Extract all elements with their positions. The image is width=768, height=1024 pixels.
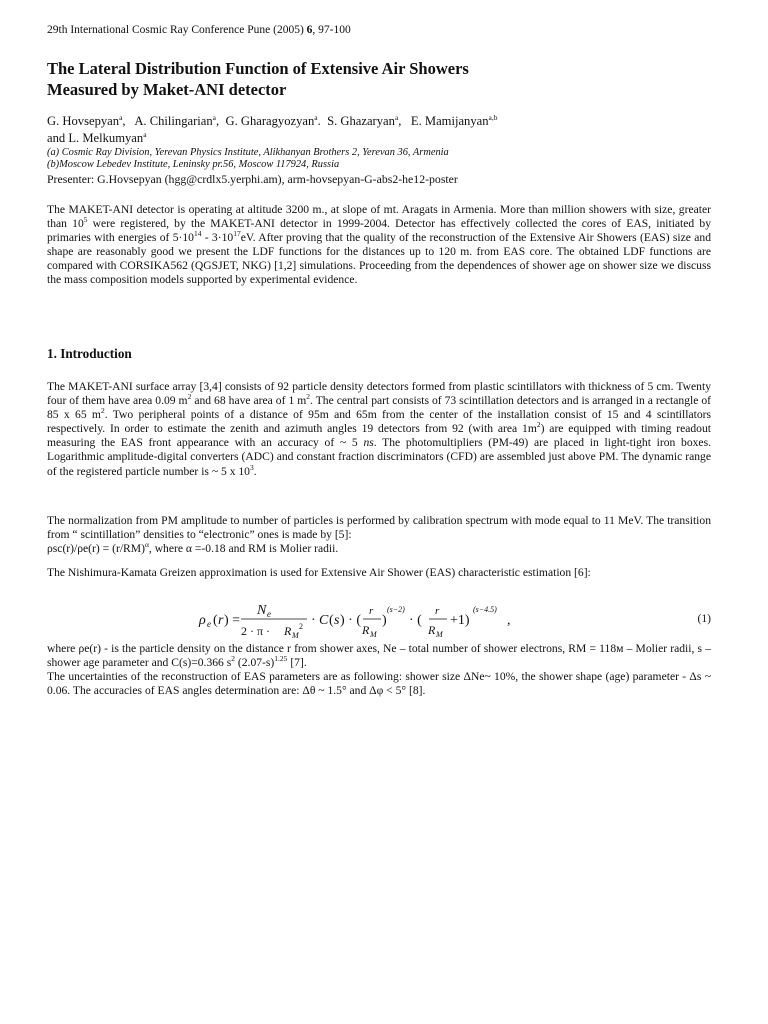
nkg-equation <box>47 598 711 640</box>
svg-text:ρ: ρ <box>199 613 206 628</box>
svg-text:e: e <box>207 619 211 629</box>
svg-text:R: R <box>284 624 292 638</box>
equation-graphic <box>195 598 615 640</box>
svg-text:R: R <box>362 623 370 637</box>
svg-text:r: r <box>369 605 374 617</box>
svg-text:2: 2 <box>299 622 303 631</box>
svg-text:M: M <box>292 631 299 640</box>
svg-text:): ) <box>382 613 387 628</box>
svg-text:(: ( <box>213 613 218 628</box>
section-heading-introduction: 1. Introduction <box>47 346 132 361</box>
equation-number: (1) <box>697 612 711 625</box>
normalization-paragraph: The normalization from PM amplitude to number of particles is performed by calibration spectrum with mode equal to 11 MeV. The transition from “ scintillation” densities to “electronic” ones is made by [5]: $\rho sc(r)/\rho e(r) = (r/RM)^\alpha$, where α =-0.18 and RM is Molier radii. <box>47 514 711 556</box>
conference-header: 29th International Cosmic Ray Conference Pune (2005) 6, 97-100 <box>47 24 351 36</box>
svg-text:· (: · ( <box>409 613 422 628</box>
nkg-paragraph: The Nishimura-Kamata Greizen approximation is used for Extensive Air Shower (EAS) characteristic estimation [6]: <box>47 566 591 579</box>
svg-text:e: e <box>267 609 271 619</box>
svg-text:·: · <box>311 613 316 628</box>
svg-text:2 · π ·: 2 · π · <box>241 624 271 638</box>
svg-text:M: M <box>436 630 443 639</box>
svg-text:s: s <box>334 613 340 628</box>
author-list: G. Hovsepyan$^a$, A. Chilingarian$^a$, G. Gharagyozyan$^a$. S. Ghazaryan$^a$, E. Mamijanyan$^{a,b}$ and L. Melkumyan$^a$ <box>47 112 498 145</box>
svg-text:r: r <box>218 613 224 628</box>
presenter-line: Presenter: G.Hovsepyan (hgg@crdlx5.yerphi.am), arm-hovsepyan-G-abs2-he12-poster <box>47 172 458 186</box>
svg-text:M: M <box>370 630 377 639</box>
svg-text:C: C <box>319 613 329 628</box>
svg-text:(: ( <box>329 613 334 628</box>
svg-text:(s−2): (s−2) <box>387 605 405 614</box>
affiliation-a: (a) Cosmic Ray Division, Yerevan Physics Institute, Alikhanyan Brothers 2, Yerevan 36, Armenia <box>47 147 449 158</box>
svg-text:) =: ) = <box>224 613 241 628</box>
svg-text:+1): +1) <box>450 613 470 628</box>
intro-paragraph: The MAKET-ANI surface array [3,4] consists of 92 particle density detectors formed from plastic scintillators with thickness of 5 cm. Twenty four of them have area 0.09 $m^2$ and 68 have area of 1 $m^2$. The central part consists of 73 scintillation detectors and is arranged in a rectangle of 85 x 65 $m^2$. Two peripheral points of a distance of 95m and 65m from the center of the installation consist of 15 and 4 scintillators respectively. In order to estimate the zenith and azimuth angles 19 detectors from 92 (with area $1m^2$) are equipped with timing readout measuring the EAS front appearance with an accuracy of ~ 5 ns. The photomultipliers (PM-49) are placed in light-tight iron boxes. Logarithmic amplitude-digital converters (ADC) and constant fraction discriminators (CFD) are assembled just above PM. The dynamic range of the registered particle number is ~ 5 x $10^3$. <box>47 380 712 478</box>
svg-text:(s−4.5): (s−4.5) <box>473 605 497 614</box>
svg-text:) · (: ) · ( <box>340 613 361 628</box>
abstract: The MAKET-ANI detector is operating at altitude 3200 m., at slope of mt. Aragats in Armenia. More than million showers with size, greater than $10^5$ were registered, by the MAKET-ANI detector in 1999-2004. Detector has effectively collected the cores of EAS, initiated by primaries with energies of $5\cdot 10^{14} - 3\cdot 10^{17}eV$. After proving that the quality of the reconstruction of the Extensive Air Showers (EAS) size and shape are reasonably good we present the LDF functions for the distances up to 120 m. from EAS core. The obtained LDF functions are compared with CORSIKA562 (QGSJET, NKG) [1,2] simulations. Proceeding from the dependences of shower age on shower size we discuss the mass composition models supported by experimental evidence. <box>47 203 711 287</box>
svg-text:,: , <box>507 613 511 628</box>
definitions-paragraph: where ρe(r) - is the particle density on the distance r from shower axes, Ne – total number of shower electrons, RM = 118м – Molier radii, s – shower age parameter and C(s)=0.366 $s^2$ $(2.07-s)^{1.25}$ [7]. The uncertainties of the reconstruction of EAS parameters are as following: shower size ΔNe~ 10%, the shower shape (age) parameter - Δs ~ 0.06. The accuracies of EAS angles determination are: Δθ ~ 1.5° and Δφ < 5° [8]. <box>47 642 711 698</box>
svg-text:r: r <box>435 605 440 617</box>
svg-text:R: R <box>428 623 436 637</box>
svg-text:N: N <box>257 603 267 618</box>
paper-title: The Lateral Distribution Function of Extensive Air Showers Measured by Maket-ANI detector <box>47 59 469 99</box>
affiliation-b: (b)Moscow Lebedev Institute, Leninsky pr.56, Moscow 117924, Russia <box>47 159 340 170</box>
